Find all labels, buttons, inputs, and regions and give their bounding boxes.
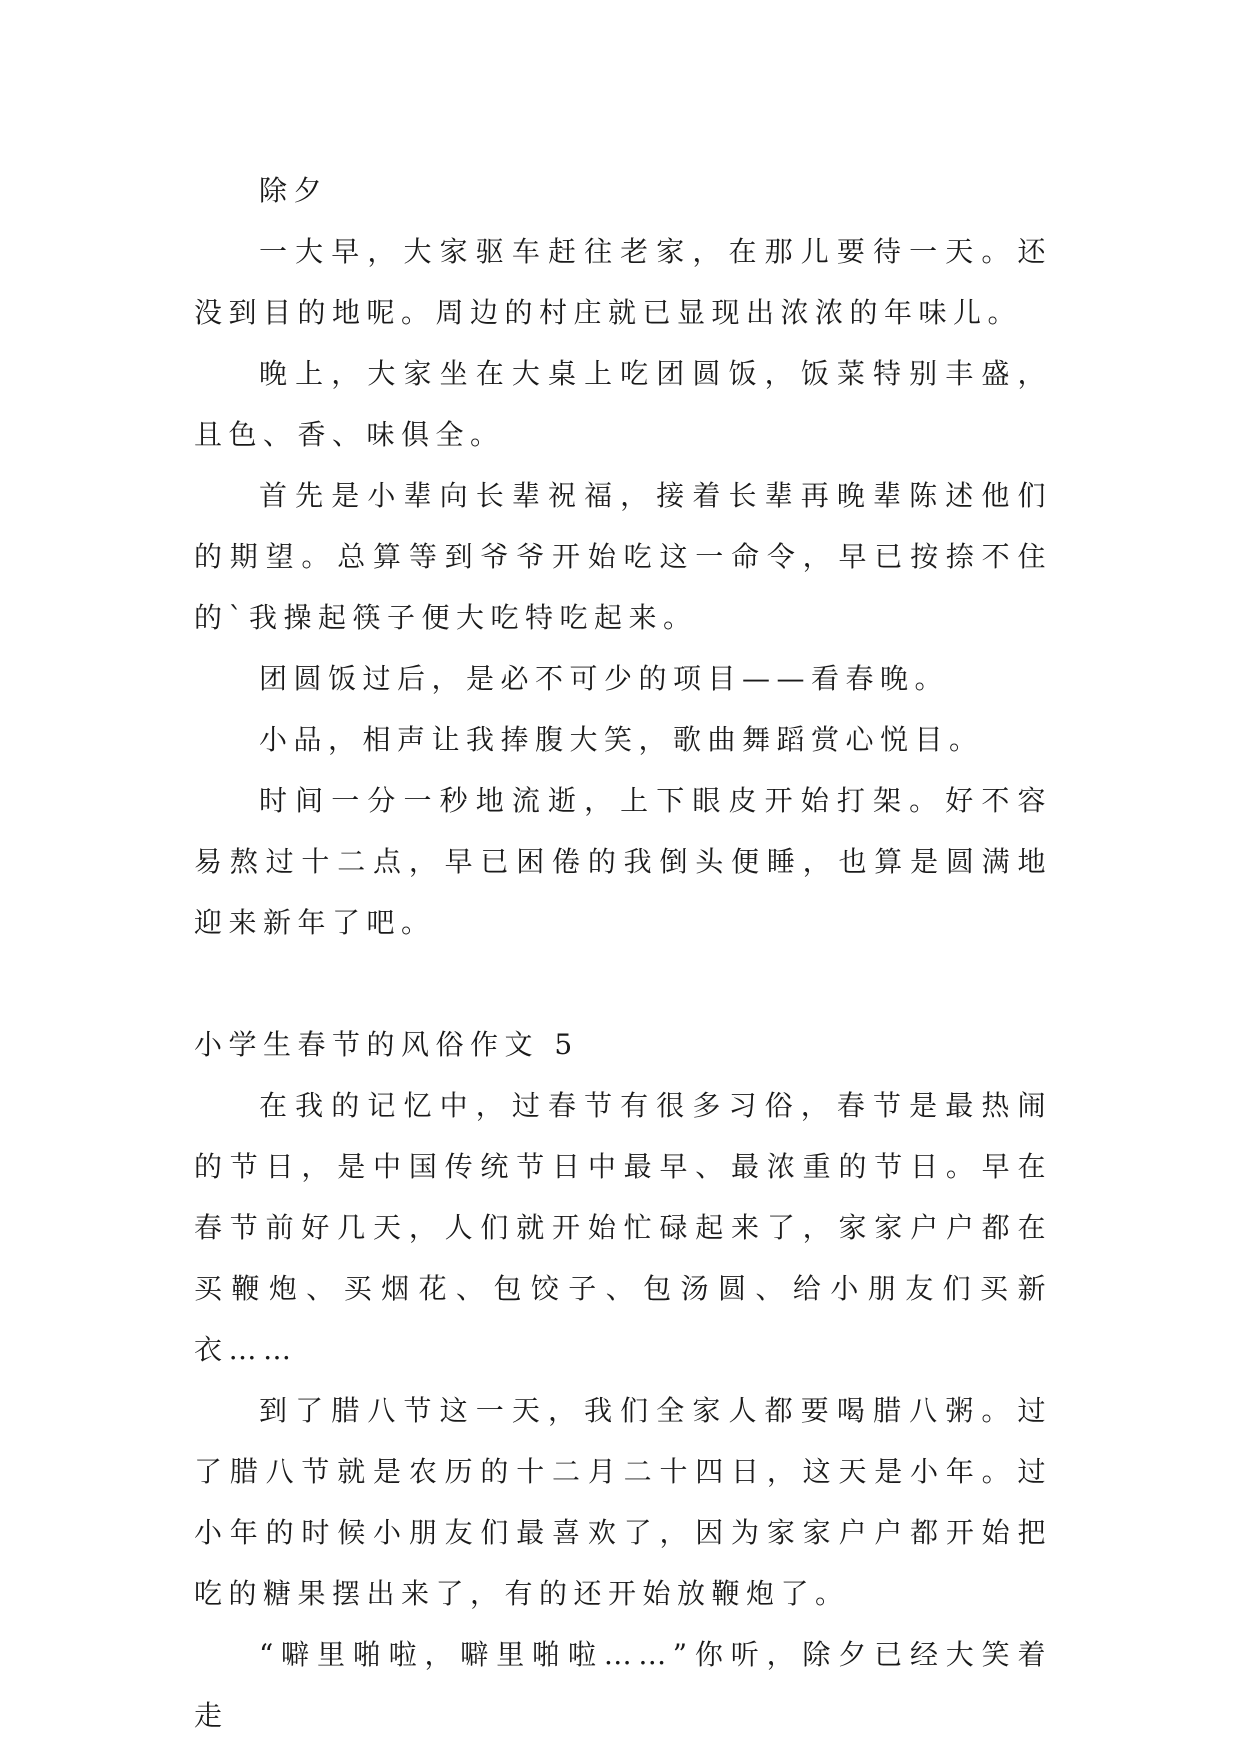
paragraph: 小品，相声让我捧腹大笑，歌曲舞蹈赏心悦目。 xyxy=(259,723,984,756)
paragraph: 在我的记忆中，过春节有很多习俗，春节是最热闹的节日，是中国传统节日中最早、最浓重的节日。早在春节前好几天，人们就开始忙碌起来了，家家户户都在买鞭炮、买烟花、包饺子、包汤圆、给小朋友们买新衣…… xyxy=(194,1089,1052,1366)
essay-heading: 小学生春节的风俗作文 5 xyxy=(194,1028,579,1061)
paragraph: 首先是小辈向长辈祝福，接着长辈再晚辈陈述他们的期望。总算等到爷爷开始吃这一命令，早已按捺不住的`我操起筷子便大吃特吃起来。 xyxy=(194,479,1052,634)
paragraph: “噼里啪啦，噼里啪啦……”你听，除夕已经大笑着走 xyxy=(194,1638,1052,1732)
paragraph: 时间一分一秒地流逝，上下眼皮开始打架。好不容易熬过十二点，早已困倦的我倒头便睡，也算是圆满地迎来新年了吧。 xyxy=(194,784,1052,939)
paragraph: 晚上，大家坐在大桌上吃团圆饭，饭菜特别丰盛，且色、香、味俱全。 xyxy=(194,357,1052,451)
document-body xyxy=(194,160,1052,1746)
paragraph: 团圆饭过后，是必不可少的项目——看春晚。 xyxy=(259,662,950,695)
paragraph: 一大早，大家驱车赶往老家，在那儿要待一天。还没到目的地呢。周边的村庄就已显现出浓浓的年味儿。 xyxy=(194,235,1052,329)
paragraph: 到了腊八节这一天，我们全家人都要喝腊八粥。过了腊八节就是农历的十二月二十四日，这天是小年。过小年的时候小朋友们最喜欢了，因为家家户户都开始把吃的糖果摆出来了，有的还开始放鞭炮了。 xyxy=(194,1394,1052,1610)
section-title: 除夕 xyxy=(259,174,329,207)
